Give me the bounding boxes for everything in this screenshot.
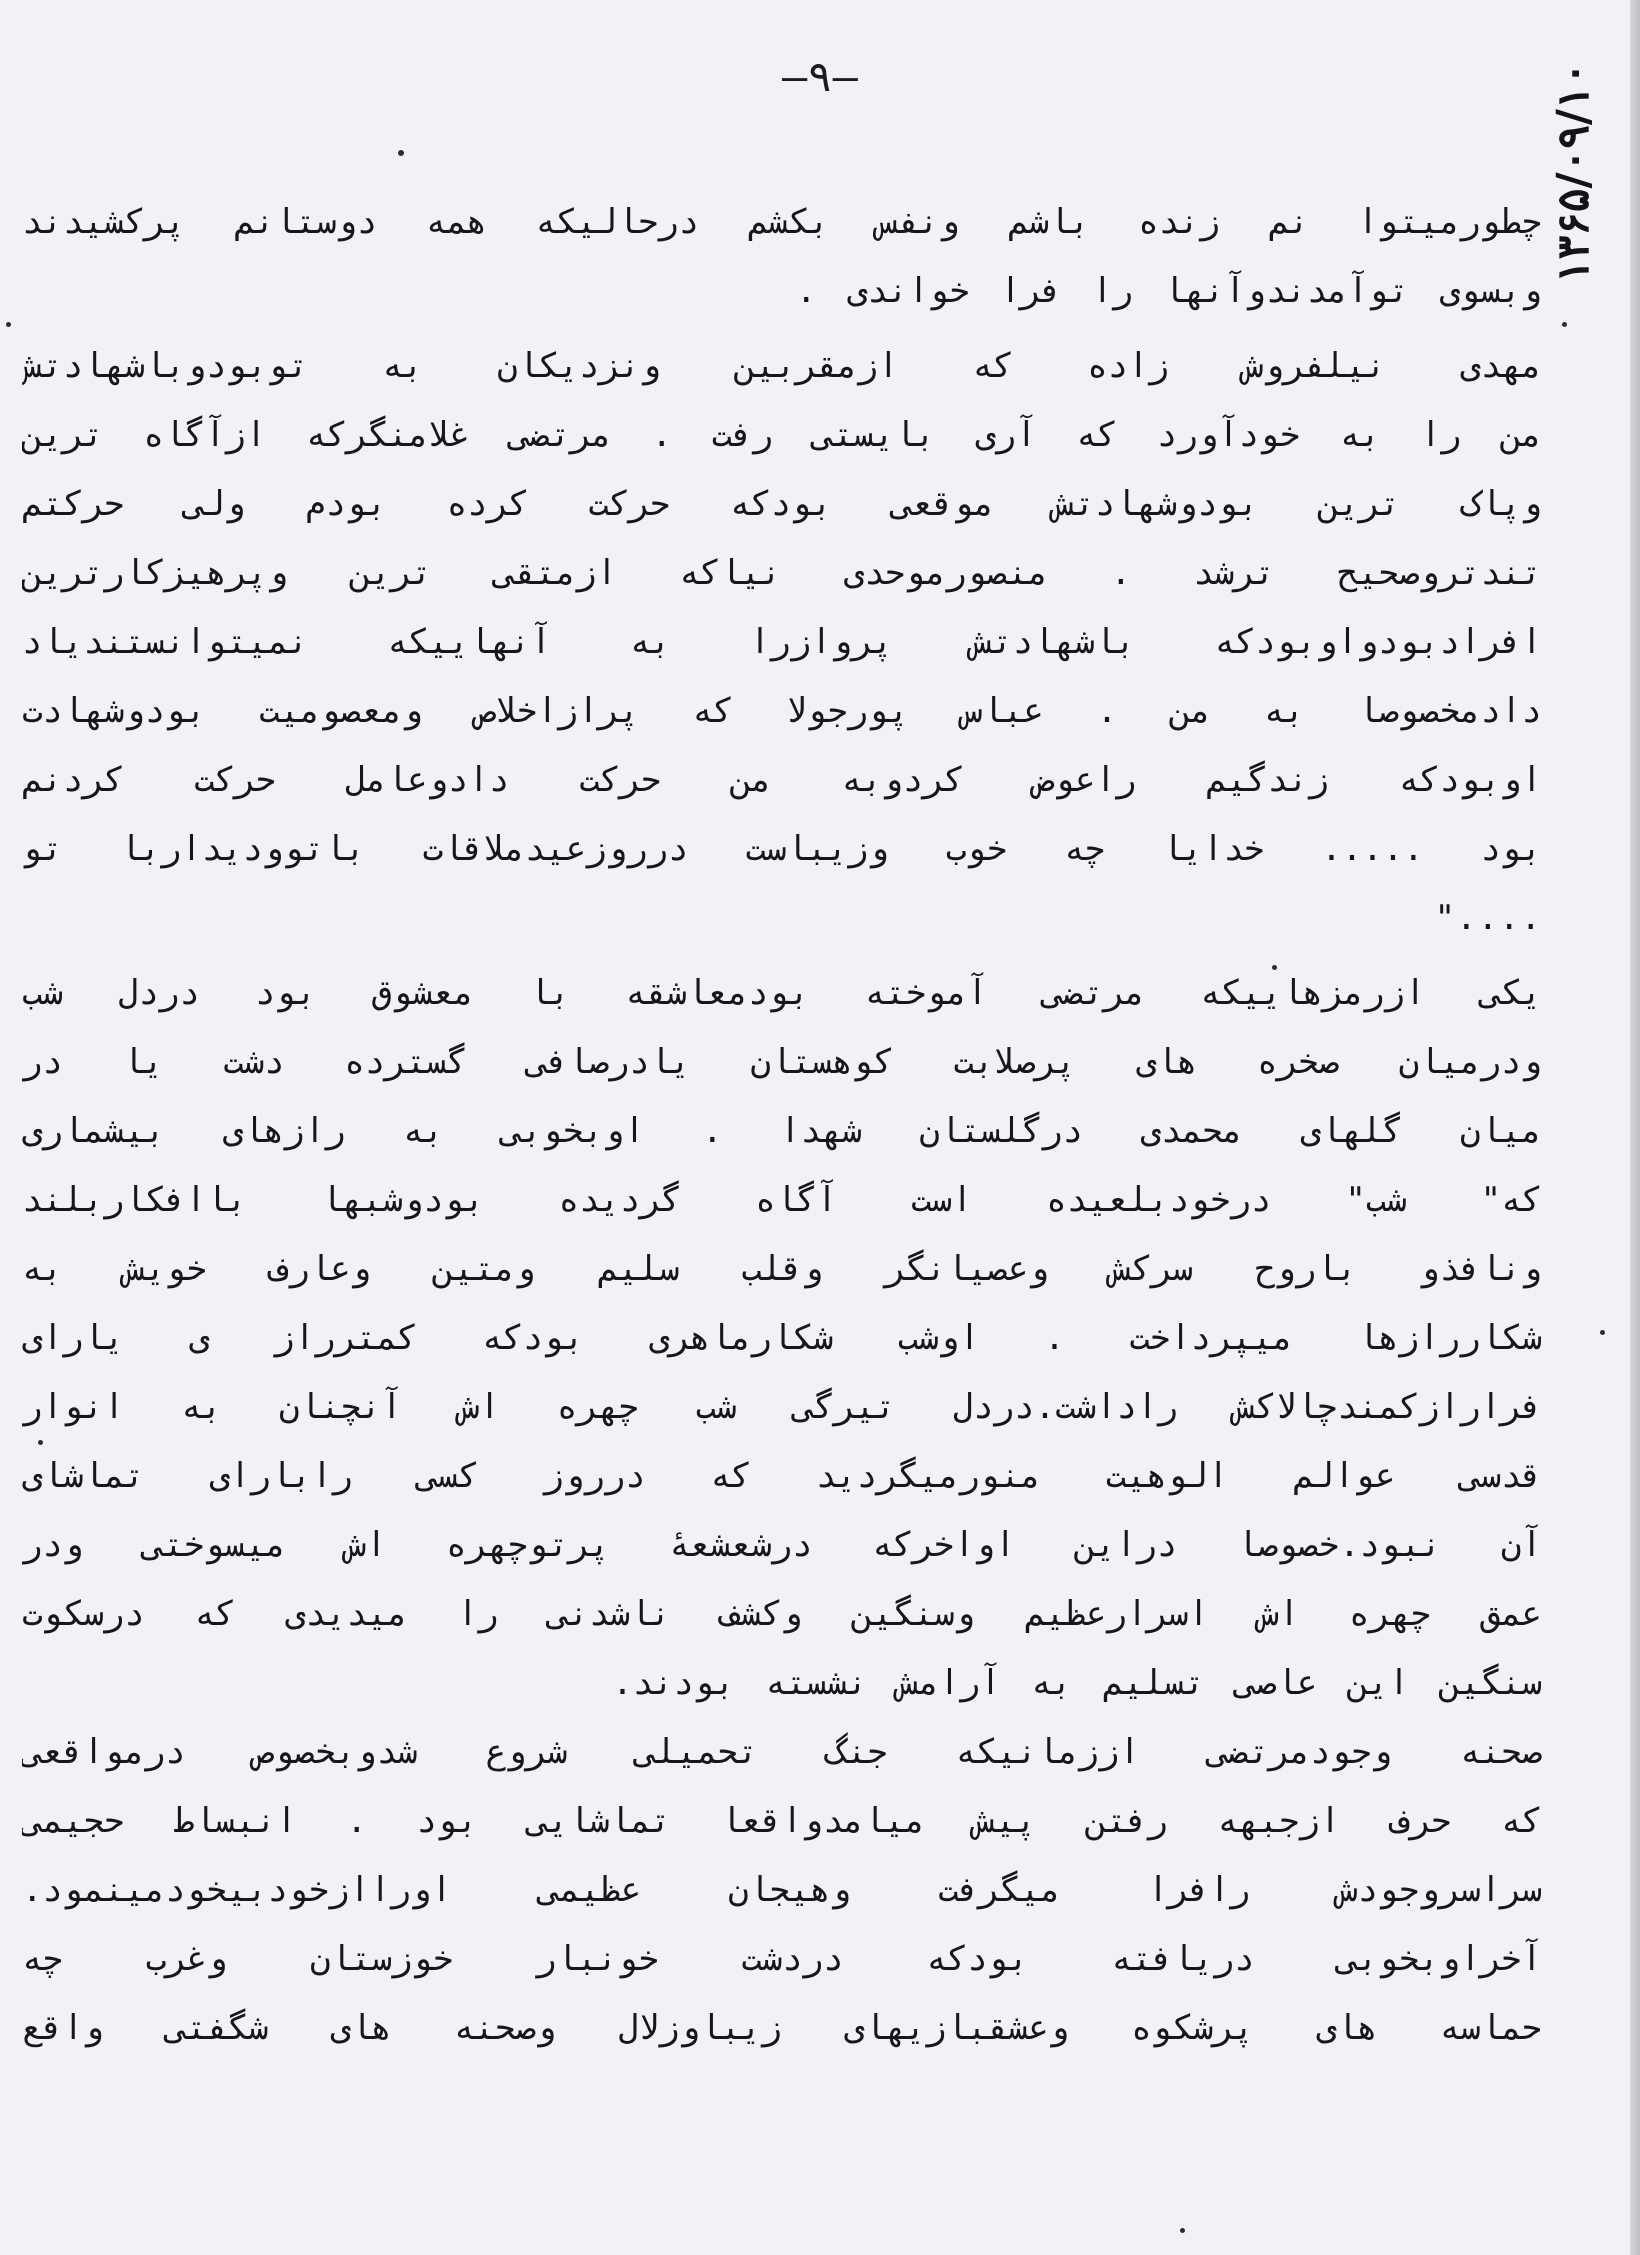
text-line: مهدی نیلفروش زاده که ازمقربین ونزدیکان به توبودوباشهادتش	[22, 346, 1542, 386]
text-line: عمق چهره اش اسرارعظیم وسنگین وکشف ناشدنی را میدیدی که درسکوت	[22, 1594, 1542, 1634]
scan-speck	[1180, 2228, 1185, 2233]
typed-text-body	[22, 188, 1542, 2063]
text-line: وبسوی توآمدندوآنها را فرا خواندی .	[796, 271, 1542, 311]
scan-speck	[1600, 1330, 1605, 1335]
text-line: من را به خودآورد که آری بایستی رفت . مرتضی غلامنگرکه ازآگاه ترین	[22, 415, 1542, 455]
text-line: حماسه های پرشکوه وعشقبازیهای زیباوزلال وصحنه های شگفتی واقع	[22, 2008, 1542, 2048]
text-line: میان گلهای محمدی درگلستان شهدا . اوبخوبی به رازهای بیشماری	[22, 1111, 1542, 1151]
page-number: –٩–	[782, 52, 858, 101]
text-line: فرارازکمندچالاکش راداشت.دردل تیرگی شب چهره اش آنچنان به انوار	[22, 1387, 1542, 1427]
text-line: دادمخصوصا به من . عباس پورجولا که پرازاخلاص ومعصومیت بودوشهادت	[22, 691, 1542, 731]
text-line: اوبودکه زندگیم راعوض کردوبه من حرکت دادوعامل حرکت کردنم	[22, 760, 1542, 800]
page-edge-shadow	[1630, 0, 1640, 2255]
scan-speck	[1562, 322, 1567, 327]
text-line: سنگین این عاصی تسلیم به آرامش نشسته بودند.	[612, 1663, 1542, 1703]
text-line: که" شب" درخودبلعیده است آگاه گردیده بودوشبها باافکاربلند	[22, 1180, 1542, 1220]
text-line: افرادبودواوبودکه باشهادتش پروازرا به آنهاییکه نمیتوانستندیاد	[22, 622, 1542, 662]
scan-speck	[398, 150, 404, 156]
text-line: یکی ازرمزهاییکه مرتضی آموخته بودمعاشقه با معشوق بود دردل شب	[22, 973, 1542, 1013]
text-line: ...."	[1434, 898, 1542, 938]
text-line: ونافذو باروح سرکش وعصیانگر وقلب سلیم ومتین وعارف خویش به	[22, 1249, 1542, 1289]
text-line: بود ..... خدایا چه خوب وزیباست درروزعیدملاقات باتوودیداربا تو	[22, 829, 1542, 869]
scan-speck	[38, 1440, 43, 1445]
text-line: قدسی عوالم الوهیت منورمیگردید که درروز کسی رابارای تماشای	[22, 1456, 1542, 1496]
text-line: ودرمیان صخره های پرصلابت کوهستان یادرصافی گسترده دشت یا در	[22, 1042, 1542, 1082]
text-line: آن نبود.خصوصا دراین اواخرکه درشعشعهٔ پرتوچهره اش میسوختی ودر	[22, 1525, 1542, 1565]
text-line: آخراوبخوبی دریافته بودکه دردشت خونبار خوزستان وغرب چه	[22, 1939, 1542, 1979]
scan-speck	[1272, 965, 1277, 970]
text-line: وپاک ترین بودوشهادتش موقعی بودکه حرکت کرده بودم ولی حرکتم	[22, 484, 1542, 524]
scan-speck	[6, 322, 11, 327]
text-line: تندتروصحیح ترشد . منصورموحدی نیاکه ازمتقی ترین وپرهیزکارترین	[22, 553, 1542, 593]
text-line: که حرف ازجبهه رفتن پیش میامدواقعا تماشایی بود . انبساط حجیمی	[22, 1801, 1542, 1841]
handwritten-date-note: ۱۳۶۵/۰۹/۱۰	[1548, 61, 1599, 283]
text-line: شکاررازها میپرداخت . اوشب شکارماهری بودکه کمترراز ی یارای	[22, 1318, 1542, 1358]
text-line: صحنه وجودمرتضی اززمانیکه جنگ تحمیلی شروع شدوبخصوص درمواقعی	[22, 1732, 1542, 1772]
text-line: سراسروجودش رافرا میگرفت وهیجان عظیمی اوراازخودبیخودمینمود.	[22, 1870, 1542, 1910]
text-line: چطورمیتوا نم زنده باشم ونفس بکشم درحالیکه همه دوستانم پرکشیدند	[22, 202, 1542, 242]
